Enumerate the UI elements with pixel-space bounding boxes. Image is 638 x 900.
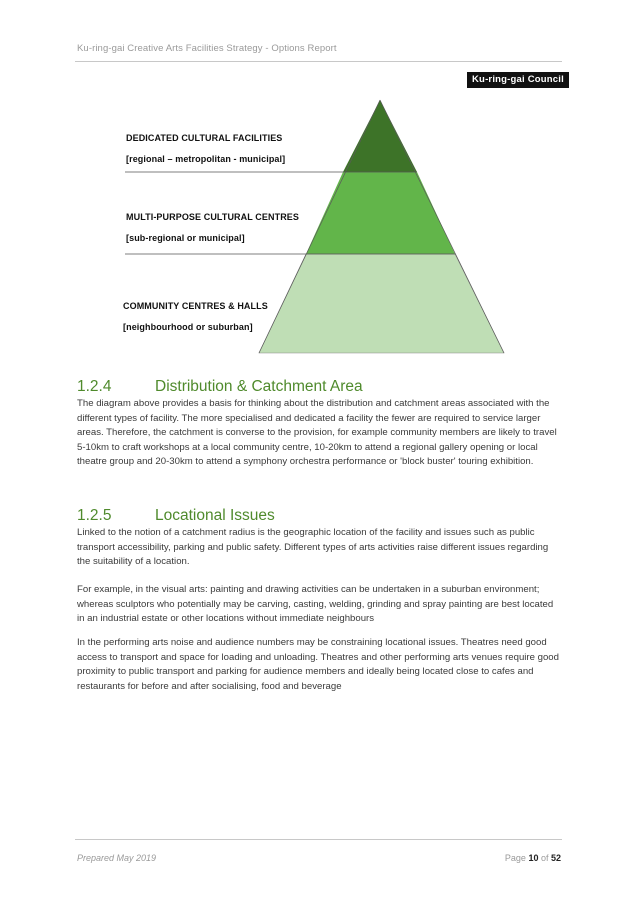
page-of: of — [538, 853, 551, 863]
section-title: Distribution & Catchment Area — [155, 378, 363, 395]
tier-1-name: DEDICATED CULTURAL FACILITIES — [126, 133, 283, 143]
pyramid-tier-top — [343, 100, 417, 172]
footer-prepared-date: Prepared May 2019 — [77, 853, 157, 863]
pyramid-tier-bottom — [259, 254, 504, 353]
tier-3-name: COMMUNITY CENTRES & HALLS — [123, 301, 268, 311]
facility-hierarchy-pyramid — [0, 0, 638, 370]
pyramid-tier-middle — [306, 172, 455, 254]
tier-2-name: MULTI-PURPOSE CULTURAL CENTRES — [126, 212, 299, 222]
section-title: Locational Issues — [155, 507, 275, 524]
tier-2-scope: [sub-regional or municipal] — [126, 233, 245, 243]
page-prefix: Page — [504, 853, 529, 863]
section-1-2-4-paragraph-1: The diagram above provides a basis for thinking about the distribution and catchment areas associated with the different types of facility. The more specialised and dedicated a facility the fewer are required to service larger areas. Therefore, the catchment is converse to the provision, for example community members are likely to travel 5-10km to craft workshops at a local community centre, 10-20km to attend a regional gallery opening or local theatre group and 20-30km to attend a symphony orchestra performance or 'block buster' touring exhibition. — [77, 398, 557, 467]
section-heading-1-2-5 — [77, 507, 275, 525]
section-1-2-5-paragraph-3: In the performing arts noise and audience numbers may be constraining locational issues. Theatres need good access to transport and space for loading and unloading. Theatres and other performing arts venues require good proximity to public transport and parking for audience members and ideally being located close to cafes and restaurants for before and after socialising, food and beverage — [77, 637, 559, 692]
section-number: 1.2.4 — [77, 378, 112, 395]
section-1-2-5-paragraph-1: Linked to the notion of a catchment radius is the geographic location of the facility and issues such as public transport accessibility, parking and public safety. Different types of arts activities raise different issues regarding the suitability of a location. — [77, 527, 549, 567]
section-1-2-5-paragraph-2: For example, in the visual arts: painting and drawing activities can be undertaken in a suburban environment; whereas sculptors who potentially may be carving, casting, welding, grinding and spray painting are best located in an industrial estate or other locations without immediate neighbours — [77, 584, 554, 624]
footer-page-number — [505, 853, 561, 863]
section-heading-1-2-4 — [77, 378, 363, 396]
tier-1-scope: [regional – metropolitan - municipal] — [126, 154, 286, 164]
page-current: 10 — [528, 853, 539, 863]
tier-3-scope: [neighbourhood or suburban] — [123, 322, 253, 332]
footer-divider — [75, 839, 562, 840]
section-number: 1.2.5 — [77, 507, 112, 524]
page-total: 52 — [550, 853, 561, 863]
running-header-title: Ku-ring-gai Creative Arts Facilities Strategy - Options Report — [77, 43, 337, 54]
council-logo: Ku-ring-gai Council — [467, 72, 569, 88]
